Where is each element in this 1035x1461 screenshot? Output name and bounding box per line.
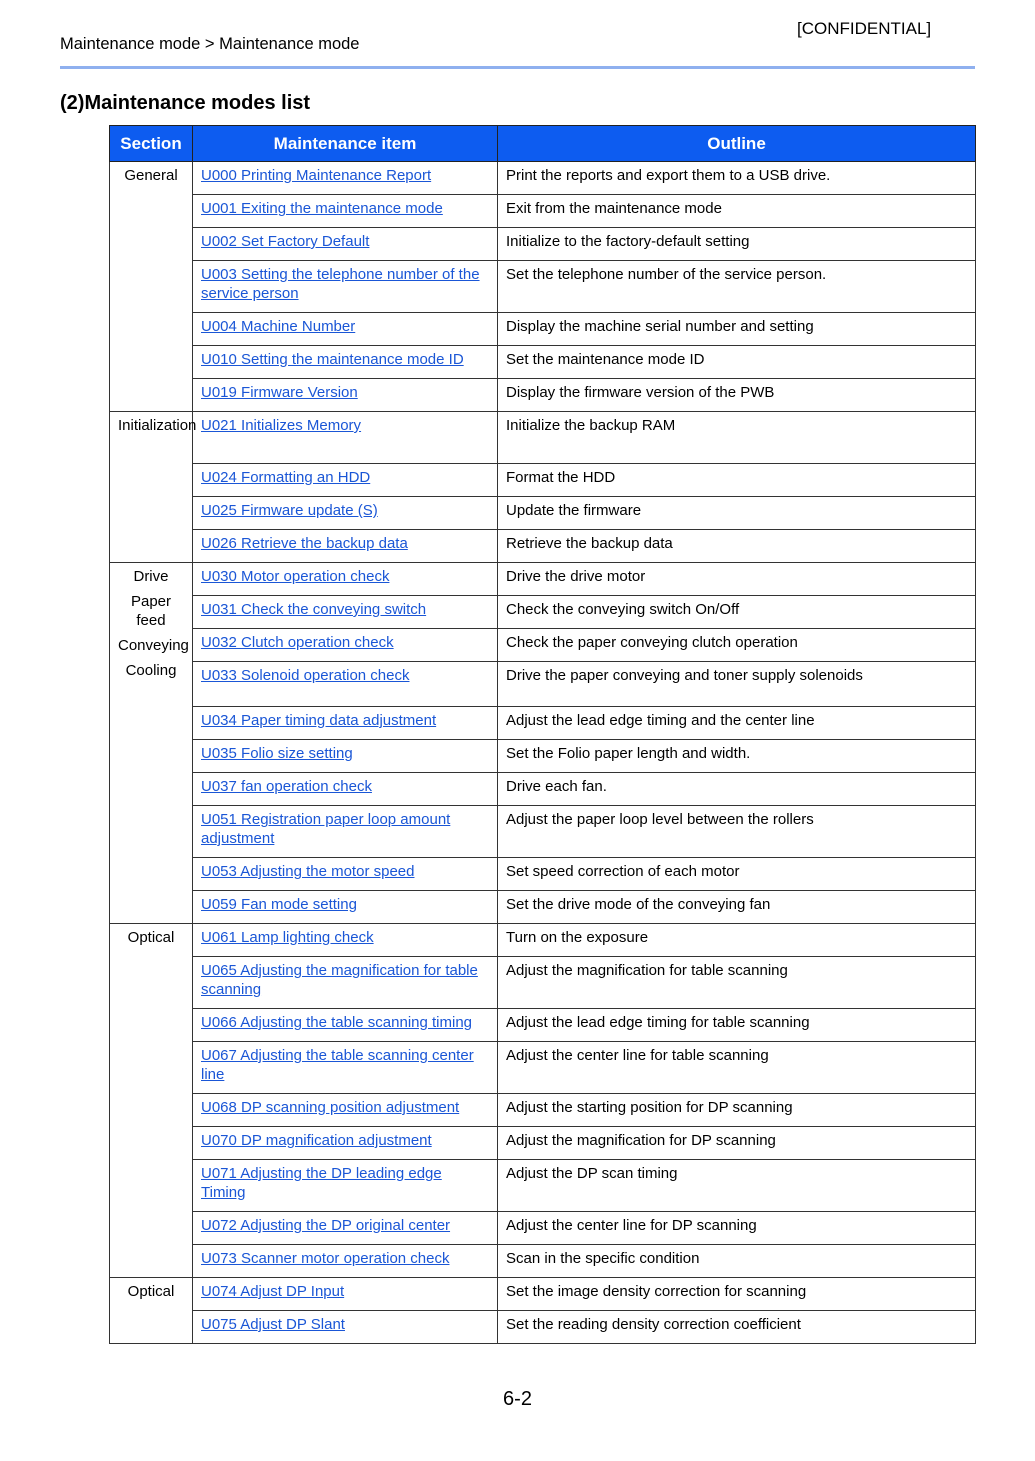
maintenance-item-link[interactable]: U000 Printing Maintenance Report (201, 167, 432, 184)
maintenance-item-link[interactable]: U075 Adjust DP Slant (201, 1316, 345, 1333)
maintenance-modes-table (109, 125, 976, 1344)
outline-cell: Set the telephone number of the service person. (498, 261, 976, 313)
section-cell (110, 1278, 193, 1344)
table-row (110, 162, 976, 195)
table-row (110, 563, 976, 596)
maintenance-item-cell (193, 1311, 498, 1344)
outline-cell: Drive the drive motor (498, 563, 976, 596)
table-row (110, 195, 976, 228)
table-row (110, 1245, 976, 1278)
table-row (110, 464, 976, 497)
maintenance-item-link[interactable]: U074 Adjust DP Input (201, 1283, 345, 1300)
table-body (110, 162, 976, 1344)
outline-cell: Set the Folio paper length and width. (498, 740, 976, 773)
outline-cell: Adjust the lead edge timing for table scanning (498, 1009, 976, 1042)
outline-cell: Initialize the backup RAM (498, 412, 976, 464)
maintenance-item-cell (193, 261, 498, 313)
maintenance-item-cell (193, 1094, 498, 1127)
maintenance-item-cell (193, 806, 498, 858)
maintenance-item-link[interactable]: U035 Folio size setting (201, 745, 353, 762)
outline-cell: Check the conveying switch On/Off (498, 596, 976, 629)
table-row (110, 1311, 976, 1344)
section-label: Paper feed (130, 593, 172, 629)
outline-cell: Set the reading density correction coefficient (498, 1311, 976, 1344)
maintenance-item-cell (193, 596, 498, 629)
maintenance-item-cell (193, 228, 498, 261)
page-title: (2)Maintenance modes list (60, 92, 311, 114)
table-row (110, 596, 976, 629)
table-row (110, 662, 976, 707)
outline-cell: Set the maintenance mode ID (498, 346, 976, 379)
table-row (110, 497, 976, 530)
maintenance-item-link[interactable]: U071 Adjusting the DP leading edge Timing (201, 1165, 442, 1201)
maintenance-item-link[interactable]: U070 DP magnification adjustment (201, 1132, 432, 1149)
table-row (110, 1160, 976, 1212)
outline-cell: Drive each fan. (498, 773, 976, 806)
outline-cell: Adjust the magnification for DP scanning (498, 1127, 976, 1160)
maintenance-item-link[interactable]: U003 Setting the telephone number of the service person (201, 266, 480, 302)
outline-cell: Adjust the starting position for DP scanning (498, 1094, 976, 1127)
section-label: Optical (127, 1283, 175, 1300)
outline-cell: Display the machine serial number and setting (498, 313, 976, 346)
maintenance-item-link[interactable]: U034 Paper timing data adjustment (201, 712, 437, 729)
maintenance-item-link[interactable]: U033 Solenoid operation check (201, 667, 410, 684)
section-label: General (124, 167, 178, 184)
maintenance-item-link[interactable]: U001 Exiting the maintenance mode (201, 200, 443, 217)
section-label: Initialization (118, 417, 197, 434)
maintenance-item-cell (193, 1245, 498, 1278)
outline-cell: Adjust the paper loop level between the rollers (498, 806, 976, 858)
maintenance-item-link[interactable]: U072 Adjusting the DP original center (201, 1217, 451, 1234)
maintenance-item-cell (193, 629, 498, 662)
table-row (110, 379, 976, 412)
maintenance-item-link[interactable]: U065 Adjusting the magnification for table scanning (201, 962, 478, 998)
maintenance-item-cell (193, 740, 498, 773)
section-cell (110, 412, 197, 563)
maintenance-item-cell (193, 1212, 498, 1245)
header-divider (60, 66, 975, 69)
table-row (110, 1042, 976, 1094)
maintenance-item-link[interactable]: U051 Registration paper loop amount adjustment (201, 811, 451, 847)
section-label: Optical (127, 929, 175, 946)
maintenance-item-link[interactable]: U002 Set Factory Default (201, 233, 370, 250)
outline-cell: Retrieve the backup data (498, 530, 976, 563)
table-row (110, 707, 976, 740)
maintenance-item-link[interactable]: U068 DP scanning position adjustment (201, 1099, 460, 1116)
maintenance-item-cell (193, 346, 498, 379)
maintenance-item-cell (193, 162, 498, 195)
maintenance-item-link[interactable]: U024 Formatting an HDD (201, 469, 371, 486)
maintenance-item-cell (193, 1127, 498, 1160)
maintenance-item-cell (193, 924, 498, 957)
maintenance-item-link[interactable]: U066 Adjusting the table scanning timing (201, 1014, 473, 1031)
table-row (110, 1212, 976, 1245)
table-row (110, 412, 976, 464)
outline-cell: Set the drive mode of the conveying fan (498, 891, 976, 924)
maintenance-item-link[interactable]: U019 Firmware Version (201, 384, 358, 401)
table-row (110, 957, 976, 1009)
outline-cell: Set speed correction of each motor (498, 858, 976, 891)
maintenance-item-cell (193, 497, 498, 530)
maintenance-item-link[interactable]: U021 Initializes Memory (201, 417, 362, 434)
table-row (110, 629, 976, 662)
section-cell (110, 162, 193, 412)
maintenance-item-link[interactable]: U030 Motor operation check (201, 568, 390, 585)
table-row (110, 1278, 976, 1311)
maintenance-item-link[interactable]: U067 Adjusting the table scanning center line (201, 1047, 474, 1083)
outline-cell: Turn on the exposure (498, 924, 976, 957)
table-row (110, 924, 976, 957)
outline-cell: Update the firmware (498, 497, 976, 530)
maintenance-item-cell (193, 1042, 498, 1094)
maintenance-item-link[interactable]: U025 Firmware update (S) (201, 502, 378, 519)
maintenance-item-link[interactable]: U032 Clutch operation check (201, 634, 394, 651)
outline-cell: Adjust the center line for table scanning (498, 1042, 976, 1094)
maintenance-item-link[interactable]: U010 Setting the maintenance mode ID (201, 351, 464, 368)
maintenance-item-link[interactable]: U026 Retrieve the backup data (201, 535, 408, 552)
outline-cell: Set the image density correction for scanning (498, 1278, 976, 1311)
outline-cell: Adjust the magnification for table scanning (498, 957, 976, 1009)
section-label: Cooling (125, 662, 177, 679)
maintenance-item-cell (193, 195, 498, 228)
maintenance-item-cell (193, 379, 498, 412)
column-header-outline: Outline (498, 126, 976, 162)
outline-cell: Exit from the maintenance mode (498, 195, 976, 228)
maintenance-item-cell (193, 1160, 498, 1212)
section-cell (110, 924, 193, 1278)
table-header-row (110, 126, 976, 162)
table-row (110, 346, 976, 379)
outline-cell: Check the paper conveying clutch operation (498, 629, 976, 662)
maintenance-item-cell (193, 1009, 498, 1042)
outline-cell: Adjust the lead edge timing and the center line (498, 707, 976, 740)
maintenance-item-link[interactable]: U037 fan operation check (201, 778, 372, 795)
outline-cell: Display the firmware version of the PWB (498, 379, 976, 412)
maintenance-item-cell (193, 530, 498, 563)
outline-cell: Drive the paper conveying and toner supply solenoids (498, 662, 976, 707)
section-cell (110, 563, 193, 924)
maintenance-item-cell (193, 957, 498, 1009)
table-row (110, 313, 976, 346)
table-row (110, 1127, 976, 1160)
column-header-maintenance-item: Maintenance item (193, 126, 498, 162)
maintenance-item-link[interactable]: U031 Check the conveying switch (201, 601, 427, 618)
maintenance-item-cell (193, 563, 498, 596)
outline-cell: Adjust the DP scan timing (498, 1160, 976, 1212)
outline-cell: Format the HDD (498, 464, 976, 497)
outline-cell: Scan in the specific condition (498, 1245, 976, 1278)
maintenance-item-link[interactable]: U061 Lamp lighting check (201, 929, 374, 946)
outline-cell: Print the reports and export them to a USB drive. (498, 162, 976, 195)
maintenance-item-cell (193, 662, 498, 707)
section-label: Drive (133, 568, 169, 585)
breadcrumb: Maintenance mode > Maintenance mode (60, 35, 360, 53)
table-row (110, 530, 976, 563)
page-number: 6-2 (503, 1388, 532, 1410)
table-row (110, 891, 976, 924)
table-row (110, 773, 976, 806)
maintenance-item-link[interactable]: U053 Adjusting the motor speed (201, 863, 415, 880)
table-row (110, 1094, 976, 1127)
table-row (110, 1009, 976, 1042)
maintenance-item-cell (193, 1278, 498, 1311)
table-row (110, 228, 976, 261)
table-row (110, 261, 976, 313)
column-header-section: Section (110, 126, 193, 162)
maintenance-item-link[interactable]: U004 Machine Number (201, 318, 356, 335)
outline-cell: Initialize to the factory-default setting (498, 228, 976, 261)
section-label: Conveying (118, 637, 189, 654)
maintenance-item-cell (193, 464, 498, 497)
maintenance-item-cell (193, 858, 498, 891)
table-row (110, 858, 976, 891)
maintenance-item-cell (193, 891, 498, 924)
maintenance-item-link[interactable]: U073 Scanner motor operation check (201, 1250, 450, 1267)
maintenance-item-link[interactable]: U059 Fan mode setting (201, 896, 357, 913)
table-row (110, 740, 976, 773)
maintenance-item-cell (193, 412, 498, 464)
maintenance-item-cell (193, 313, 498, 346)
maintenance-item-cell (193, 707, 498, 740)
table-row (110, 806, 976, 858)
confidential-label: [CONFIDENTIAL] (797, 19, 932, 38)
outline-cell: Adjust the center line for DP scanning (498, 1212, 976, 1245)
maintenance-item-cell (193, 773, 498, 806)
